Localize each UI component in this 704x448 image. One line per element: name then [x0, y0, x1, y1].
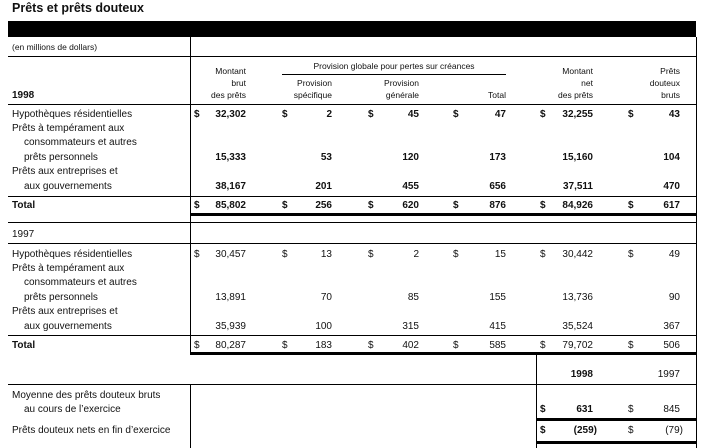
value-cell: $ — [368, 109, 374, 120]
value-cell: 70 — [320, 292, 332, 303]
total-cell: $ — [368, 340, 374, 351]
total-cell: $ — [628, 340, 634, 351]
row-label: Prêts aux entreprises et — [12, 306, 118, 317]
summary-cell: $ — [540, 404, 546, 415]
avg-impaired-label: au cours de l’exercice — [24, 404, 121, 415]
total-cell: $ — [368, 200, 374, 211]
value-cell: 367 — [663, 321, 680, 332]
divider-line — [282, 74, 506, 75]
year-1998-label: 1998 — [12, 90, 35, 101]
divider-line — [8, 384, 696, 385]
value-cell: 47 — [494, 109, 506, 120]
row-label: prêts personnels — [24, 152, 98, 163]
row-label: aux gouvernements — [24, 321, 112, 332]
value-cell: $ — [453, 109, 459, 120]
net-impaired-label: Prêts douteux nets en fin d’exercice — [12, 425, 171, 436]
value-cell: 315 — [402, 321, 419, 332]
value-cell: 53 — [320, 152, 332, 163]
divider-line — [696, 37, 697, 448]
total-label: Total — [12, 340, 36, 351]
value-cell: 2 — [326, 109, 332, 120]
value-cell: 15,333 — [215, 152, 246, 163]
header-spec-line1: Provision — [297, 78, 332, 88]
header-net-line3: des prêts — [558, 90, 593, 100]
value-cell: 32,255 — [562, 109, 593, 120]
summary-rule — [536, 441, 696, 444]
row-label: Prêts aux entreprises et — [12, 166, 118, 177]
provision-group-header: Provision globale pour pertes sur créances — [313, 61, 475, 71]
header-douteux-line1: Prêts — [660, 66, 680, 76]
summary-cell: (79) — [665, 425, 683, 436]
header-douteux-line3: bruts — [661, 90, 680, 100]
row-label: prêts personnels — [24, 292, 98, 303]
value-cell: $ — [282, 109, 288, 120]
value-cell: 43 — [668, 109, 680, 120]
year-1997-label: 1997 — [12, 229, 35, 240]
value-cell: 173 — [489, 152, 506, 163]
value-cell: 13 — [320, 249, 332, 260]
value-cell: 656 — [489, 181, 506, 192]
value-cell: $ — [628, 109, 634, 120]
row-label: Prêts à tempérament aux — [12, 123, 125, 134]
units-label: (en millions de dollars) — [12, 42, 98, 52]
divider-line — [8, 243, 696, 244]
value-cell: $ — [368, 249, 374, 260]
row-label: consommateurs et autres — [24, 137, 137, 148]
value-cell: 470 — [663, 181, 680, 192]
header-total: Total — [488, 90, 506, 100]
summary-cell: (259) — [573, 425, 597, 436]
summary-cell: $ — [540, 425, 546, 436]
header-net-line1: Montant — [562, 66, 593, 76]
avg-impaired-label: Moyenne des prêts douteux bruts — [12, 390, 161, 401]
value-cell: 45 — [407, 109, 419, 120]
total-cell: 585 — [489, 340, 506, 351]
total-cell: 79,702 — [562, 340, 593, 351]
total-cell: $ — [628, 200, 634, 211]
total-label: Total — [12, 200, 36, 211]
total-cell: $ — [453, 200, 459, 211]
total-cell: $ — [194, 200, 200, 211]
summary-rule — [536, 418, 696, 421]
summary-year-1997: 1997 — [657, 369, 680, 380]
value-cell: 35,939 — [215, 321, 246, 332]
header-brut-line2: brut — [231, 78, 246, 88]
value-cell: 13,891 — [215, 292, 246, 303]
header-gen-line1: Provision — [384, 78, 419, 88]
row-label: Hypothèques résidentielles — [12, 249, 133, 260]
value-cell: 15,160 — [562, 152, 593, 163]
value-cell: $ — [194, 249, 200, 260]
total-cell: $ — [194, 340, 200, 351]
value-cell: $ — [628, 249, 634, 260]
value-cell: $ — [540, 109, 546, 120]
header-brut-line1: Montant — [215, 66, 246, 76]
header-douteux-line2: douteux — [649, 78, 680, 88]
divider-line — [8, 56, 696, 57]
total-cell: 620 — [402, 200, 419, 211]
total-cell: $ — [282, 340, 288, 351]
value-cell: 120 — [402, 152, 419, 163]
total-rule — [190, 213, 696, 216]
header-net-line2: net — [581, 78, 593, 88]
row-label: consommateurs et autres — [24, 277, 137, 288]
row-label: Hypothèques résidentielles — [12, 109, 133, 120]
summary-cell: 845 — [663, 404, 680, 415]
total-cell: 84,926 — [562, 200, 593, 211]
header-brut-line3: des prêts — [211, 90, 246, 100]
value-cell: 15 — [494, 249, 506, 260]
summary-year-1998: 1998 — [570, 369, 593, 380]
total-cell: 617 — [663, 200, 680, 211]
value-cell: 415 — [489, 321, 506, 332]
value-cell: 2 — [413, 249, 419, 260]
value-cell: 455 — [402, 181, 419, 192]
divider-line — [8, 196, 696, 197]
total-cell: 85,802 — [215, 200, 246, 211]
value-cell: 32,302 — [215, 109, 246, 120]
page-title: Prêts et prêts douteux — [12, 1, 144, 15]
value-cell: $ — [540, 249, 546, 260]
total-cell: 183 — [315, 340, 332, 351]
title-band — [8, 21, 696, 37]
divider-line — [8, 335, 696, 336]
value-cell: 104 — [663, 152, 680, 163]
total-cell: 876 — [489, 200, 506, 211]
summary-cell: $ — [628, 404, 634, 415]
value-cell: 13,736 — [562, 292, 593, 303]
value-cell: 90 — [668, 292, 680, 303]
total-cell: $ — [540, 340, 546, 351]
header-gen-line2: générale — [385, 90, 419, 100]
divider-line — [8, 222, 696, 223]
value-cell: 155 — [489, 292, 506, 303]
value-cell: $ — [282, 249, 288, 260]
value-cell: 30,457 — [215, 249, 246, 260]
total-cell: 506 — [663, 340, 680, 351]
value-cell: $ — [453, 249, 459, 260]
row-label: aux gouvernements — [24, 181, 112, 192]
divider-line — [8, 104, 696, 105]
value-cell: 201 — [315, 181, 332, 192]
total-cell: $ — [453, 340, 459, 351]
total-cell: 256 — [315, 200, 332, 211]
value-cell: 100 — [315, 321, 332, 332]
value-cell: $ — [194, 109, 200, 120]
header-spec-line2: spécifique — [293, 90, 332, 100]
total-cell: 402 — [402, 340, 419, 351]
total-cell: $ — [282, 200, 288, 211]
value-cell: 30,442 — [562, 249, 593, 260]
value-cell: 49 — [668, 249, 680, 260]
divider-line — [190, 384, 191, 448]
value-cell: 35,524 — [562, 321, 593, 332]
total-cell: $ — [540, 200, 546, 211]
total-rule — [190, 352, 696, 355]
value-cell: 38,167 — [215, 181, 246, 192]
value-cell: 37,511 — [562, 181, 593, 192]
row-label: Prêts à tempérament aux — [12, 263, 125, 274]
total-cell: 80,287 — [215, 340, 246, 351]
summary-cell: $ — [628, 425, 634, 436]
value-cell: 85 — [407, 292, 419, 303]
summary-cell: 631 — [576, 404, 593, 415]
